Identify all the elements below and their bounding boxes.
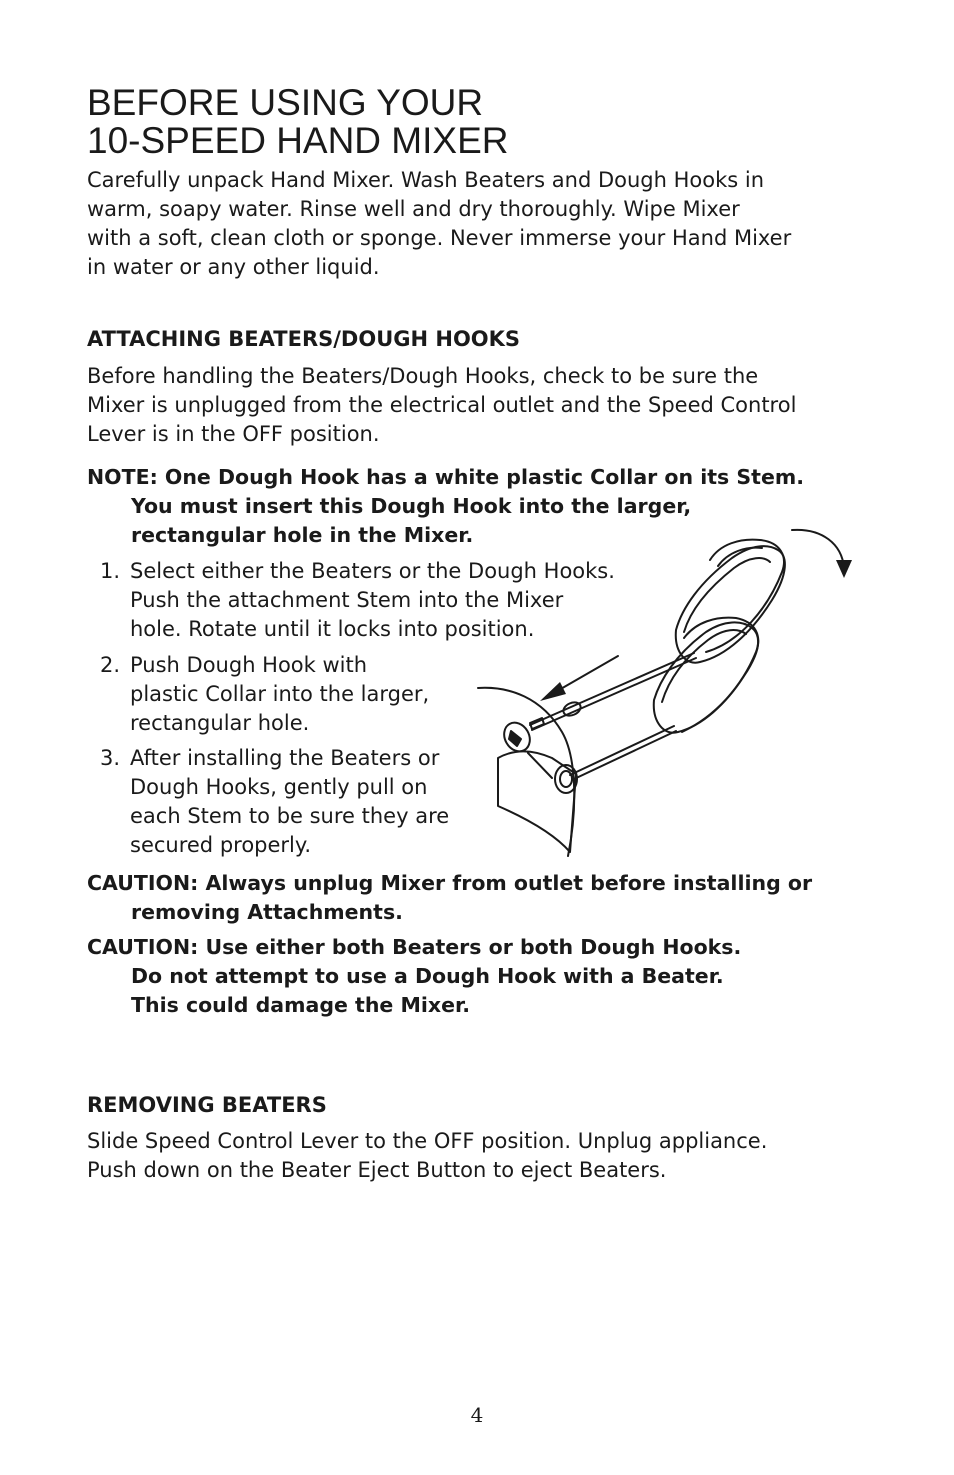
step-line: plastic Collar into the larger, bbox=[130, 682, 430, 706]
step-line: each Stem to be sure they are bbox=[130, 804, 450, 828]
lower-stem bbox=[570, 726, 674, 775]
caution-line: CAUTION: Always unplug Mixer from outlet before installing or bbox=[87, 871, 813, 895]
caution-line: removing Attachments. bbox=[131, 900, 403, 924]
lower-beater-cage-back bbox=[682, 618, 758, 732]
removing-heading: REMOVING BEATERS bbox=[87, 1093, 327, 1117]
socket-small-fill bbox=[509, 731, 521, 746]
intro-line: with a soft, clean cloth or sponge. Never immerse your Hand Mixer bbox=[87, 226, 792, 250]
page-title bbox=[87, 84, 509, 160]
removing-paragraph bbox=[87, 1127, 887, 1185]
removing-line: Push down on the Beater Eject Button to eject Beaters. bbox=[87, 1158, 667, 1182]
note-line: rectangular hole in the Mixer. bbox=[131, 523, 474, 547]
upper-beater-cage bbox=[676, 546, 785, 662]
attaching-line: Before handling the Beaters/Dough Hooks, check to be sure the bbox=[87, 364, 759, 388]
rotation-arrow-curve bbox=[792, 530, 844, 568]
lower-stem-edge bbox=[572, 731, 676, 780]
attaching-paragraph bbox=[87, 362, 887, 449]
step-line: Push the attachment Stem into the Mixer bbox=[130, 588, 564, 612]
rotation-arrowhead bbox=[836, 560, 852, 578]
step-2 bbox=[100, 651, 429, 738]
intro-paragraph bbox=[87, 166, 887, 282]
intro-line: Carefully unpack Hand Mixer. Wash Beaters and Dough Hooks in bbox=[87, 168, 765, 192]
caution-line: This could damage the Mixer. bbox=[131, 993, 470, 1017]
attaching-heading: ATTACHING BEATERS/DOUGH HOOKS bbox=[87, 327, 521, 351]
step-line: Push Dough Hook with bbox=[130, 653, 368, 677]
mixer-housing-curve bbox=[498, 751, 576, 852]
title-line: BEFORE USING YOUR bbox=[87, 82, 484, 123]
mixer-body-outline bbox=[478, 688, 574, 856]
step-number: 2. bbox=[100, 653, 121, 677]
note-line: NOTE: One Dough Hook has a white plastic Collar on its Stem. bbox=[87, 465, 805, 489]
intro-line: in water or any other liquid. bbox=[87, 255, 380, 279]
intro-line: warm, soapy water. Rinse well and dry thoroughly. Wipe Mixer bbox=[87, 197, 740, 221]
direction-arrowhead bbox=[540, 682, 566, 701]
step-3 bbox=[100, 744, 449, 860]
step-number: 1. bbox=[100, 559, 121, 583]
socket-large-inner bbox=[560, 771, 572, 787]
caution-pairs bbox=[87, 933, 741, 1020]
step-line: hole. Rotate until it locks into position. bbox=[130, 617, 535, 641]
step-line: Dough Hooks, gently pull on bbox=[130, 775, 428, 799]
page-number: 4 bbox=[470, 1403, 484, 1427]
step-line: rectangular hole. bbox=[130, 711, 310, 735]
caution-unplug bbox=[87, 869, 812, 927]
note-line: You must insert this Dough Hook into the larger, bbox=[131, 494, 692, 518]
step-line: secured properly. bbox=[130, 833, 311, 857]
step-line: After installing the Beaters or bbox=[130, 746, 440, 770]
removing-line: Slide Speed Control Lever to the OFF position. Unplug appliance. bbox=[87, 1129, 768, 1153]
attaching-line: Mixer is unplugged from the electrical outlet and the Speed Control bbox=[87, 393, 797, 417]
beater-insertion-illustration bbox=[470, 520, 860, 860]
title-line: 10-SPEED HAND MIXER bbox=[87, 120, 509, 161]
step-line: Select either the Beaters or the Dough Hooks. bbox=[130, 559, 615, 583]
caution-line: Do not attempt to use a Dough Hook with a Beater. bbox=[131, 964, 724, 988]
caution-line: CAUTION: Use either both Beaters or both Dough Hooks. bbox=[87, 935, 742, 959]
step-number: 3. bbox=[100, 746, 121, 770]
attaching-line: Lever is in the OFF position. bbox=[87, 422, 380, 446]
